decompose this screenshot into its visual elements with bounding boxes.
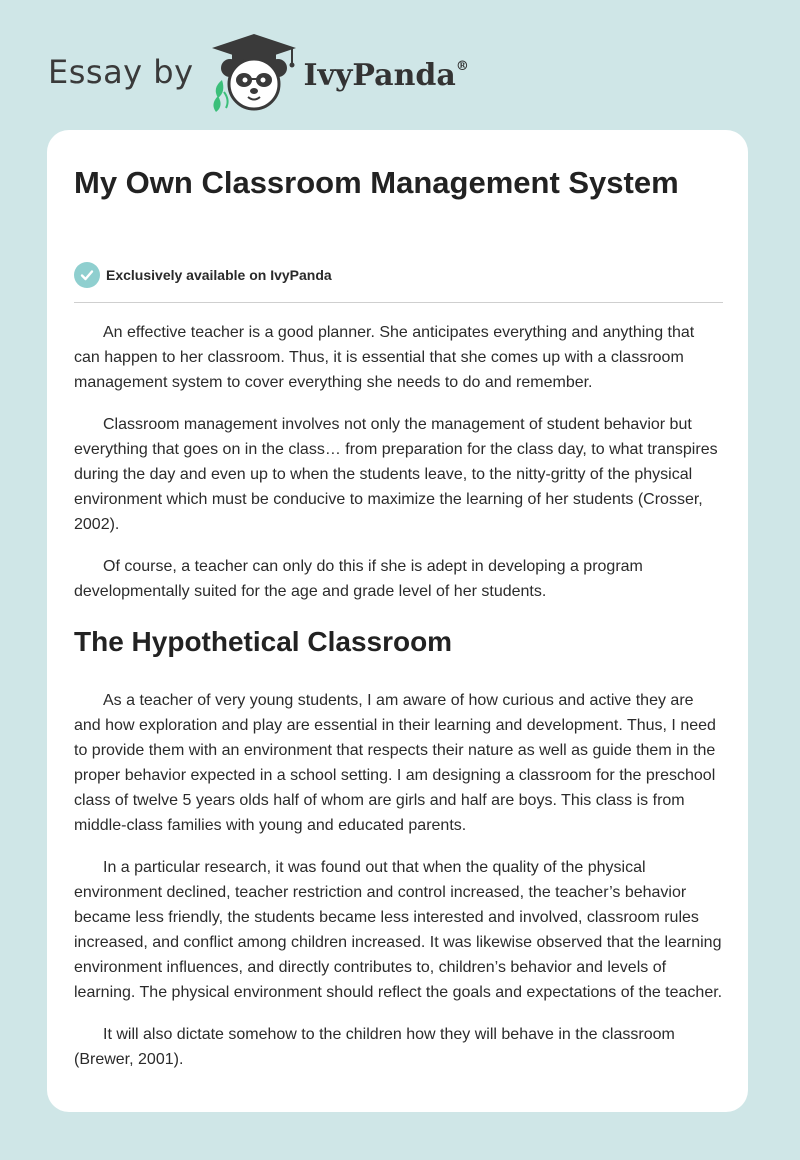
paragraph: Of course, a teacher can only do this if she is adept in developing a program developmentally suited for the age and grade level of her students.: [74, 558, 643, 600]
essay-body: [74, 320, 724, 1089]
exclusive-badge: [74, 262, 332, 288]
ivypanda-logo-icon[interactable]: [208, 30, 300, 114]
site-header: [48, 30, 469, 114]
brand-name[interactable]: [304, 58, 469, 93]
paragraph: As a teacher of very young students, I am aware of how curious and active they are and how exploration and play are essential in their learning and development. Thus, I need to provide them with an environment that respects their nature as well as guide them in the proper behavior expected in a school setting. I am designing a classroom for the preschool class of twelve 5 years olds half of whom are girls and half are boys. This class is from middle-class families with young and educated parents.: [74, 692, 716, 834]
paragraph: In a particular research, it was found out that when the quality of the physical environment declined, teacher restriction and control increased, the teacher’s behavior became less friendly, the students became less interested and involved, classroom rules increased, and conflict among children increased. It was likewise observed that the learning environment influences, and directly contributes to, children’s behavior and levels of learning. The physical environment should reflect the goals and expectations of the teacher.: [74, 859, 723, 1001]
check-circle-icon: [74, 262, 100, 288]
exclusive-label: Exclusively available on IvyPanda: [106, 267, 332, 283]
paragraph: Classroom management involves not only the management of student behavior but everything that goes on in the class… from preparation for the class day, to what transpires during the day and even up to when the students leave, to the nitty-gritty of the physical environment which must be conducive to maximize the learning of her students (Crosser, 2002).: [74, 416, 718, 533]
essay-by-label: Essay by: [48, 53, 194, 91]
brand-text: IvyPanda: [303, 57, 456, 93]
paragraph: It will also dictate somehow to the children how they will behave in the classroom (Brewer, 2001).: [74, 1026, 675, 1068]
essay-card: [47, 130, 748, 1112]
page-title: My Own Classroom Management System: [74, 165, 679, 200]
divider: [74, 302, 723, 303]
section-heading: The Hypothetical Classroom: [74, 626, 453, 657]
registered-mark: ®: [455, 58, 469, 74]
paragraph: An effective teacher is a good planner. She anticipates everything and anything that can happen to her classroom. Thus, it is essential that she comes up with a classroom management system to cover everything she needs to do and remember.: [74, 324, 695, 391]
